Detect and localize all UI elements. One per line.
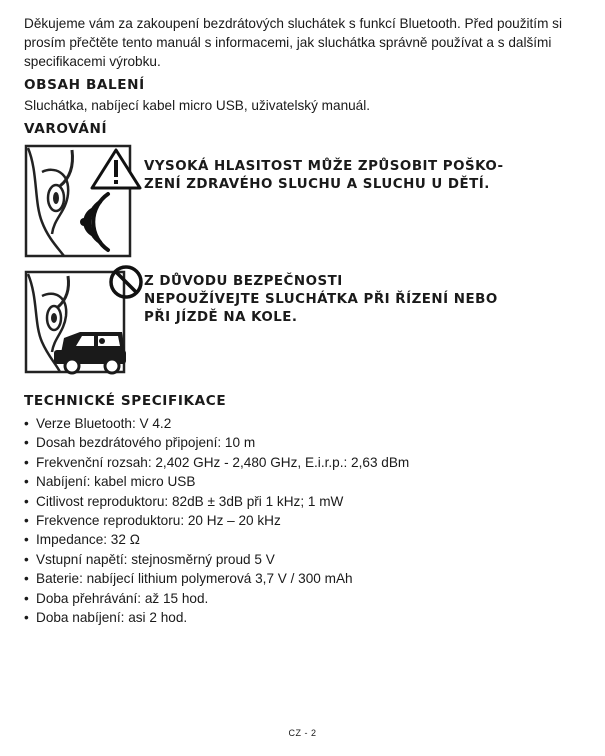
page-number: CZ - 2 [288,728,317,738]
specs-list [24,414,584,627]
sound-waves-icon [80,194,108,250]
driving-illustration [24,262,144,380]
list-item: • Verze Bluetooth: V 4.2 [24,414,584,433]
manual-page [24,14,584,627]
warning-text: VYSOKÁ HLASITOST MŮŽE ZPŮSOBIT POŠKO- ZENÍ ZDRAVÉHO SLUCHU A SLUCHU U DĚTÍ. [144,159,504,192]
specs-heading: TECHNICKÉ SPECIFIKACE [24,393,227,409]
intro-text: Děkujeme vám za zakoupení bezdrátových sluchátek s funkcí Bluetooth. Před použitím si prosím přečtěte tento manuál s informacemi, jak sluchátka správně používat a s dalšími specifikacemi výrobku. [24,16,562,69]
car-icon [54,332,126,373]
list-item: • Nabíjení: kabel micro USB [24,472,584,491]
package-text: Sluchátka, nabíjecí kabel micro USB, uživatelský manuál. [24,98,371,113]
list-item: • Frekvenční rozsah: 2,402 GHz - 2,480 GHz, E.i.r.p.: 2,63 dBm [24,453,584,472]
package-heading: OBSAH BALENÍ [24,77,145,93]
high-volume-illustration [24,142,144,260]
no-symbol-icon [111,267,141,297]
warning-triangle-icon [92,150,140,188]
list-item: • Doba nabíjení: asi 2 hod. [24,608,584,627]
warning-high-volume [24,142,584,260]
list-item: • Citlivost reproduktoru: 82dB ± 3dB při 1 kHz; 1 mW [24,492,584,511]
warning-heading: VAROVÁNÍ [24,121,108,137]
list-item: • Doba přehrávání: až 15 hod. [24,589,584,608]
list-item: • Vstupní napětí: stejnosměrný proud 5 V [24,550,584,569]
list-item: • Impedance: 32 Ω [24,530,584,549]
warning-text: Z DŮVODU BEZPEČNOSTI NEPOUŽÍVEJTE SLUCHÁTKA PŘI ŘÍZENÍ NEBO PŘI JÍZDĚ NA KOLE. [144,274,498,325]
list-item: • Frekvence reproduktoru: 20 Hz – 20 kHz [24,511,584,530]
warning-driving [24,262,584,380]
earbud-icon [48,150,73,211]
list-item: • Baterie: nabíjecí lithium polymerová 3,7 V / 300 mAh [24,569,584,588]
list-item: • Dosah bezdrátového připojení: 10 m [24,433,584,452]
